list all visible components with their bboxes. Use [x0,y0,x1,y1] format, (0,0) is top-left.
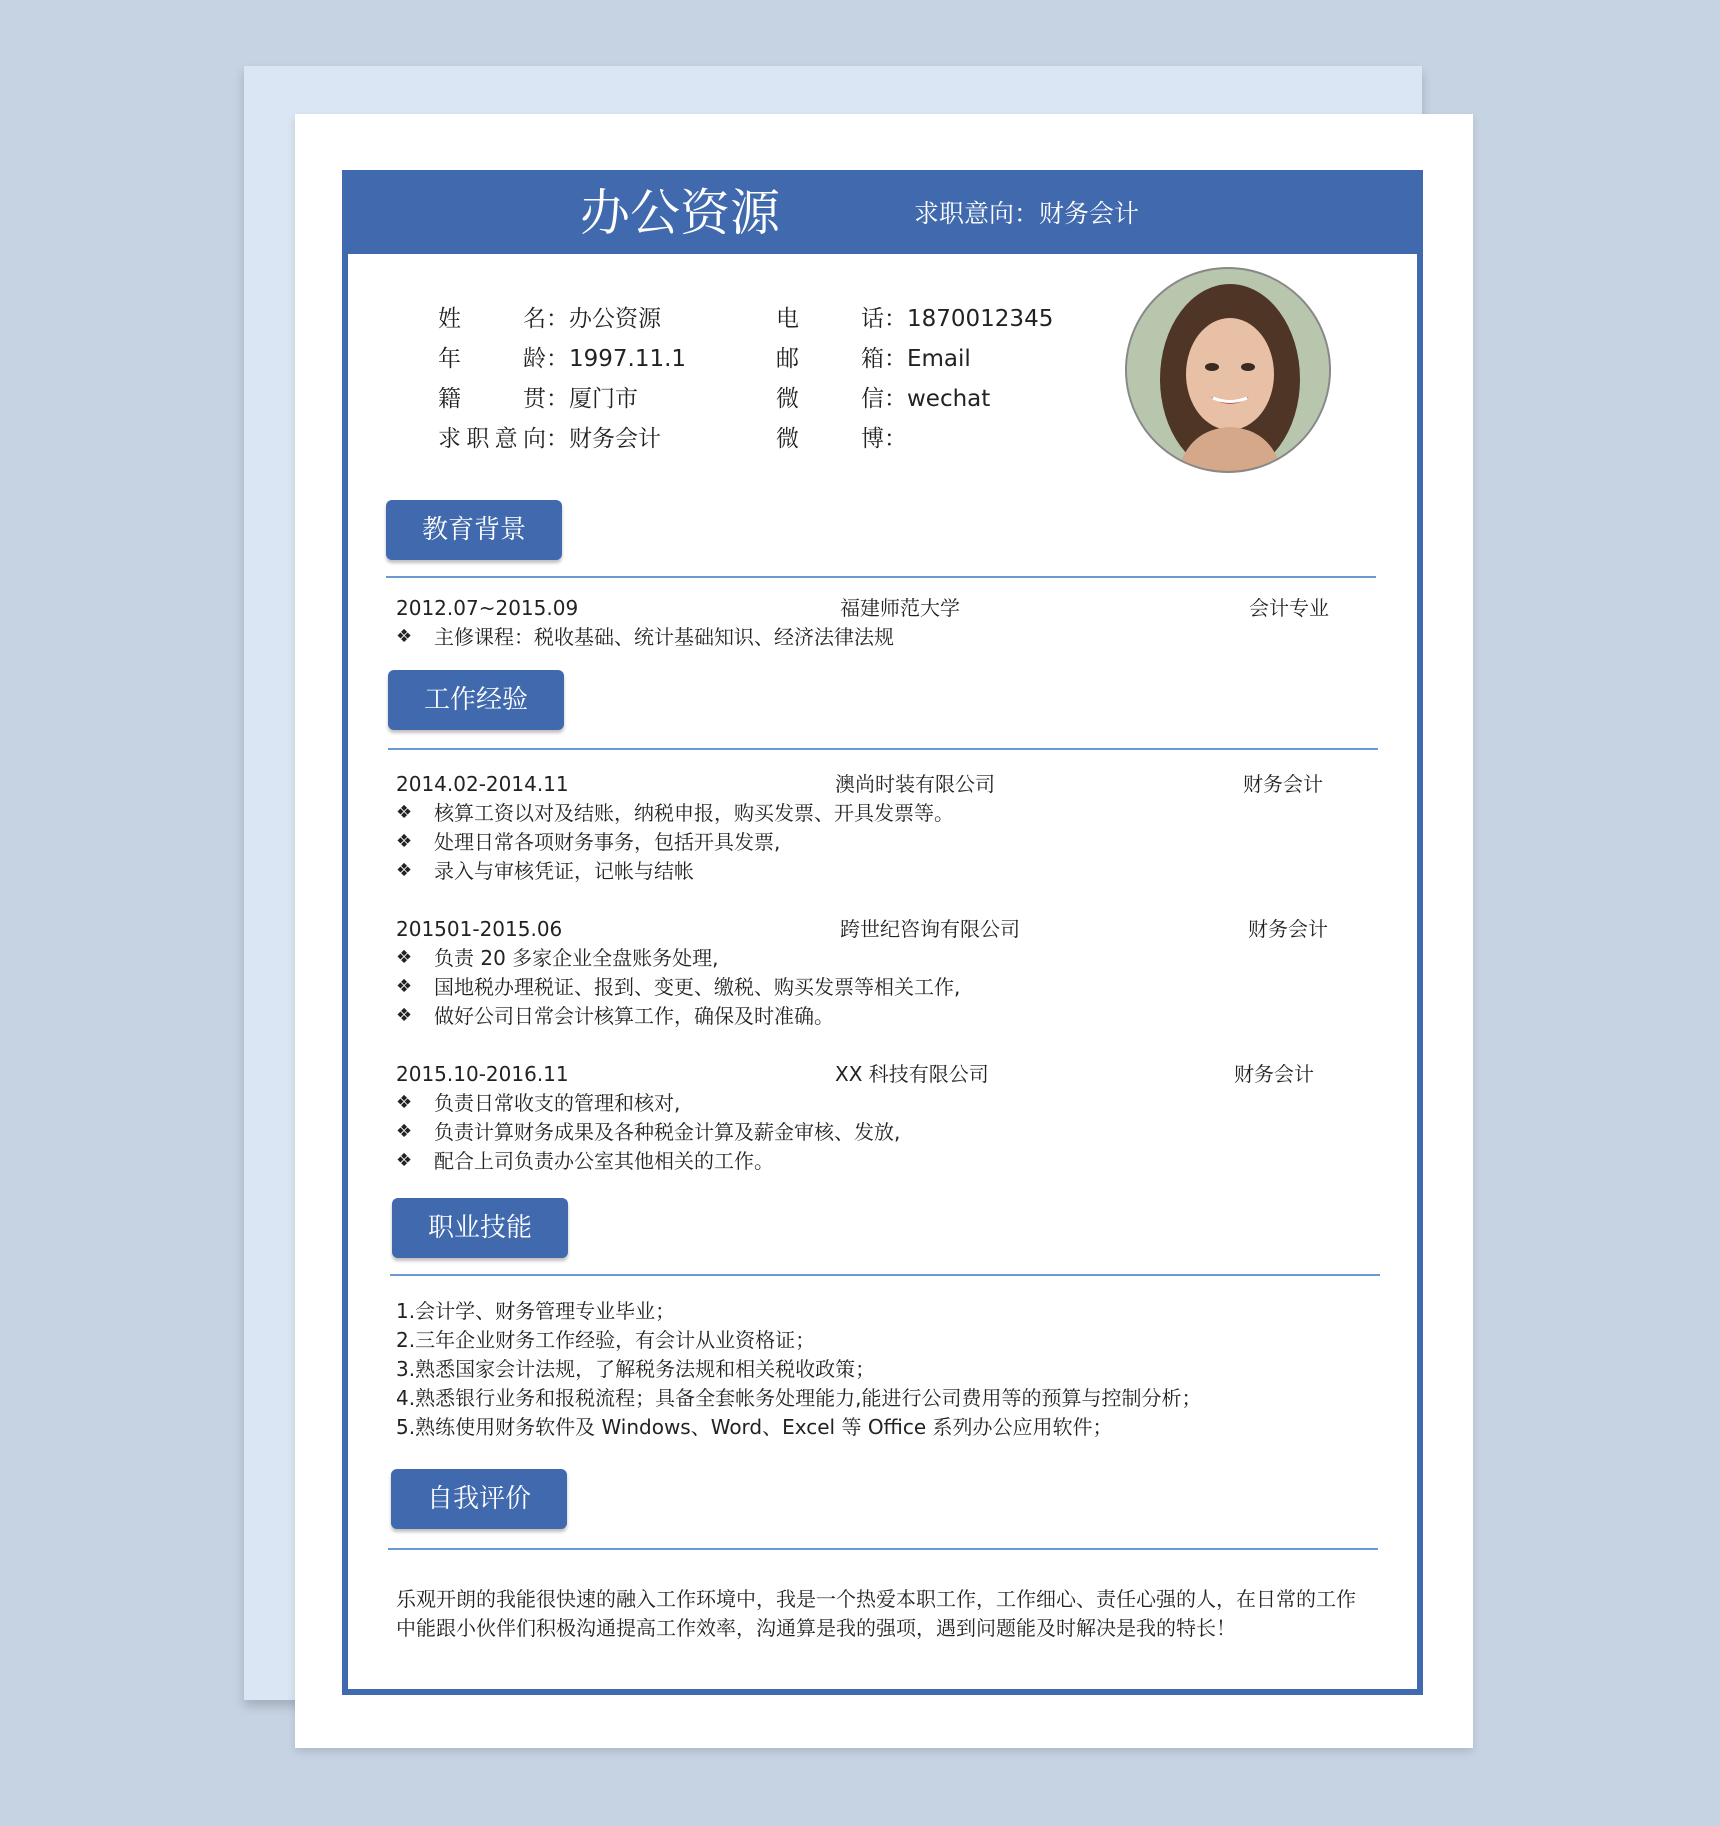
skill-item: 5.熟练使用财务软件及 Windows、Word、Excel 等 Office 系列办公应用软件； [396,1415,1113,1439]
edu-courses: 主修课程：税收基础、统计基础知识、经济法律法规 [434,625,894,649]
info-age-row: 年龄：1997.11.1 [438,343,686,375]
info-value: 办公资源 [569,306,661,332]
edu-period: 2012.07~2015.09 [396,596,579,620]
info-label: 微信 [776,386,884,412]
work-period: 2014.02-2014.11 [396,772,569,796]
work-duty: 做好公司日常会计核算工作，确保及时准确。 [434,1004,834,1028]
bullet-icon: ❖ [396,626,413,647]
info-phone-row: 电话：1870012345 [776,303,1053,335]
section-self-heading: 自我评价 [391,1469,567,1529]
info-hometown-row: 籍贯：厦门市 [438,383,638,415]
header-job-intent: 求职意向：财务会计 [914,199,1140,228]
work-role: 财务会计 [1248,917,1328,941]
work-role: 财务会计 [1234,1062,1314,1086]
skill-item: 2.三年企业财务工作经验，有会计从业资格证； [396,1328,816,1352]
bullet-icon: ❖ [396,1092,413,1113]
section-divider [386,576,1376,578]
skill-item: 3.熟悉国家会计法规，了解税务法规和相关税收政策； [396,1357,876,1381]
section-education-heading: 教育背景 [386,500,562,560]
bullet-icon: ❖ [396,947,413,968]
info-weibo-row: 微博： [776,423,907,455]
info-label: 微博 [776,426,884,452]
work-period: 201501-2015.06 [396,917,563,941]
bullet-icon: ❖ [396,1005,413,1026]
resume-title-name: 办公资源 [580,184,780,242]
work-duty: 负责日常收支的管理和核对, [434,1091,681,1115]
work-company: 澳尚时装有限公司 [835,772,995,796]
section-work-heading: 工作经验 [388,670,564,730]
work-role: 财务会计 [1243,772,1323,796]
portrait-image [1127,269,1331,473]
info-label: 籍贯 [438,386,546,412]
info-value: 1870012345 [907,306,1054,332]
edu-school: 福建师范大学 [840,596,960,620]
section-divider [388,1548,1378,1550]
work-duty: 负责 20 多家企业全盘账务处理, [434,946,719,970]
info-email-row: 邮箱：Email [776,343,971,375]
work-company: 跨世纪咨询有限公司 [840,917,1020,941]
info-value: 财务会计 [569,426,661,452]
work-duty: 配合上司负责办公室其他相关的工作。 [434,1149,774,1173]
info-intent-row: 求职意向：财务会计 [438,423,661,455]
bullet-icon: ❖ [396,802,413,823]
info-value: 1997.11.1 [569,346,687,372]
work-duty: 负责计算财务成果及各种税金计算及薪金审核、发放, [434,1120,901,1144]
skill-item: 4.熟悉银行业务和报税流程；具备全套帐务处理能力,能进行公司费用等的预算与控制分析； [396,1386,1202,1410]
skill-item: 1.会计学、财务管理专业毕业； [396,1299,676,1323]
info-label: 求职意向 [438,426,546,452]
info-label: 姓名 [438,306,546,332]
section-divider [390,1274,1380,1276]
self-evaluation-line: 乐观开朗的我能很快速的融入工作环境中，我是一个热爱本职工作，工作细心、责任心强的人，在日常的工作 [396,1587,1356,1611]
section-divider [388,748,1378,750]
profile-photo [1125,267,1331,473]
info-value: wechat [907,386,991,412]
work-duty: 国地税办理税证、报到、变更、缴税、购买发票等相关工作, [434,975,961,999]
info-label: 邮箱 [776,346,884,372]
info-wechat-row: 微信：wechat [776,383,990,415]
work-duty: 录入与审核凭证，记帐与结帐 [434,859,694,883]
bullet-icon: ❖ [396,1121,413,1142]
work-period: 2015.10-2016.11 [396,1062,569,1086]
work-company: XX 科技有限公司 [835,1062,989,1086]
work-duty: 核算工资以对及结账，纳税申报，购买发票、开具发票等。 [434,801,954,825]
self-evaluation-line: 中能跟小伙伴们积极沟通提高工作效率，沟通算是我的强项，遇到问题能及时解决是我的特长！ [396,1616,1236,1640]
bullet-icon: ❖ [396,1150,413,1171]
work-duty: 处理日常各项财务事务，包括开具发票, [434,830,781,854]
bullet-icon: ❖ [396,831,413,852]
info-label: 年龄 [438,346,546,372]
info-name-row: 姓名：办公资源 [438,303,661,335]
section-skills-heading: 职业技能 [392,1198,568,1258]
info-label: 电话 [776,306,884,332]
bullet-icon: ❖ [396,860,413,881]
info-value: 厦门市 [569,386,638,412]
edu-major: 会计专业 [1249,596,1329,620]
info-value: Email [907,346,971,372]
bullet-icon: ❖ [396,976,413,997]
header-band [342,170,1423,254]
